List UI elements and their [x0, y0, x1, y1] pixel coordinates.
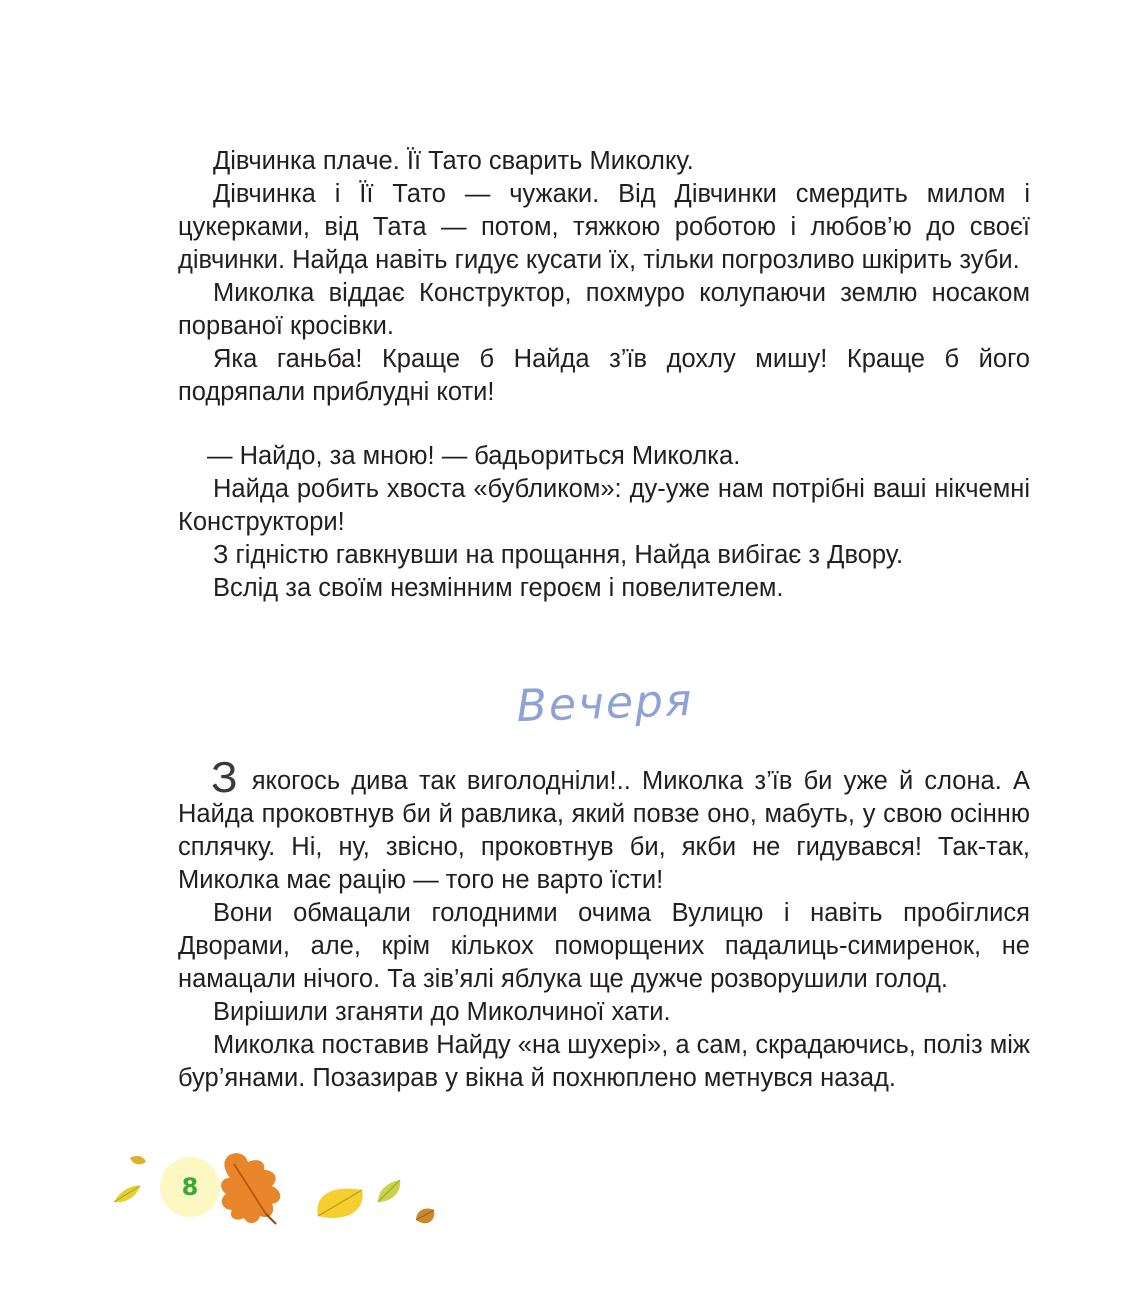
birch-leaf-icon [317, 1189, 362, 1218]
drop-cap: З [211, 753, 238, 802]
paragraph: З гідністю гавкнувши на прощання, Найда вибігає з Двору. [213, 541, 904, 569]
paragraph: Дівчинка і Її Тато — чужаки. Від Дівчинки смердить милом і цукерками, від Тата — потом, тяжкою роботою і любов’ю до своєї дівчинки. Найда навіть гидує кусати їх, тільки погрозливо шкірить зуби. [178, 180, 1030, 274]
chapter-title: Вечеря [515, 674, 695, 733]
birch-leaf-icon [114, 1186, 140, 1203]
paragraph: Дівчинка плаче. Її Тато сварить Миколку. [213, 147, 694, 175]
page-number: 8 [181, 1173, 199, 1201]
oak-leaf-icon [221, 1153, 280, 1224]
birch-leaf-icon [378, 1180, 400, 1202]
paragraph: Миколка віддає Конструктор, похмуро колупаючи землю носаком порваної кросівки. [178, 279, 1030, 340]
paragraph: Яка ганьба! Краще б Найда з’їв дохлу мишу! Краще б його подряпали приблудні коти! [178, 345, 1030, 406]
text-section-2 [178, 440, 1030, 605]
paragraph: Миколка поставив Найду «на шухері», а сам, скрадаючись, поліз між бур’янами. Позазирав у вікна й похнюплено метнувся назад. [178, 1031, 1030, 1092]
paragraph: Вони обмацали голодними очима Вулицю і навіть пробіглися Дворами, але, крім кількох поморщених падалиць-симиренок, не намацали нічого. Та зів’ялі яблука ще дужче розворушили голод. [178, 899, 1030, 993]
dialogue-line: — Найдо, за мною! — бадьориться Миколка. [207, 442, 741, 470]
paragraph: Вирішили зганяти до Миколчиної хати. [213, 998, 671, 1026]
birch-leaf-icon [130, 1156, 146, 1164]
paragraph: Найда робить хвоста «бубликом»: ду-уже нам потрібні ваші нікчемні Конструктори! [178, 475, 1030, 536]
paragraph: Вслід за своїм незмінним героєм і повелителем. [213, 574, 784, 602]
text-section-3 [178, 753, 1030, 1095]
text-section-1 [178, 145, 1030, 409]
first-paragraph-text: якогось дива так виголодніли!.. Миколка з’їв би уже й слона. А Найда проковтнув би й равлика, який повзе оно, мабуть, у свою осінню сплячку. Ні, ну, звісно, проковтнув би, якби не гидувався! Так-так, Миколка має рацію — того не варто їсти! [178, 767, 1030, 894]
page-number-badge [160, 1157, 220, 1217]
birch-leaf-icon [416, 1208, 434, 1223]
autumn-leaves-decoration [100, 1140, 460, 1250]
first-paragraph [178, 753, 1030, 897]
